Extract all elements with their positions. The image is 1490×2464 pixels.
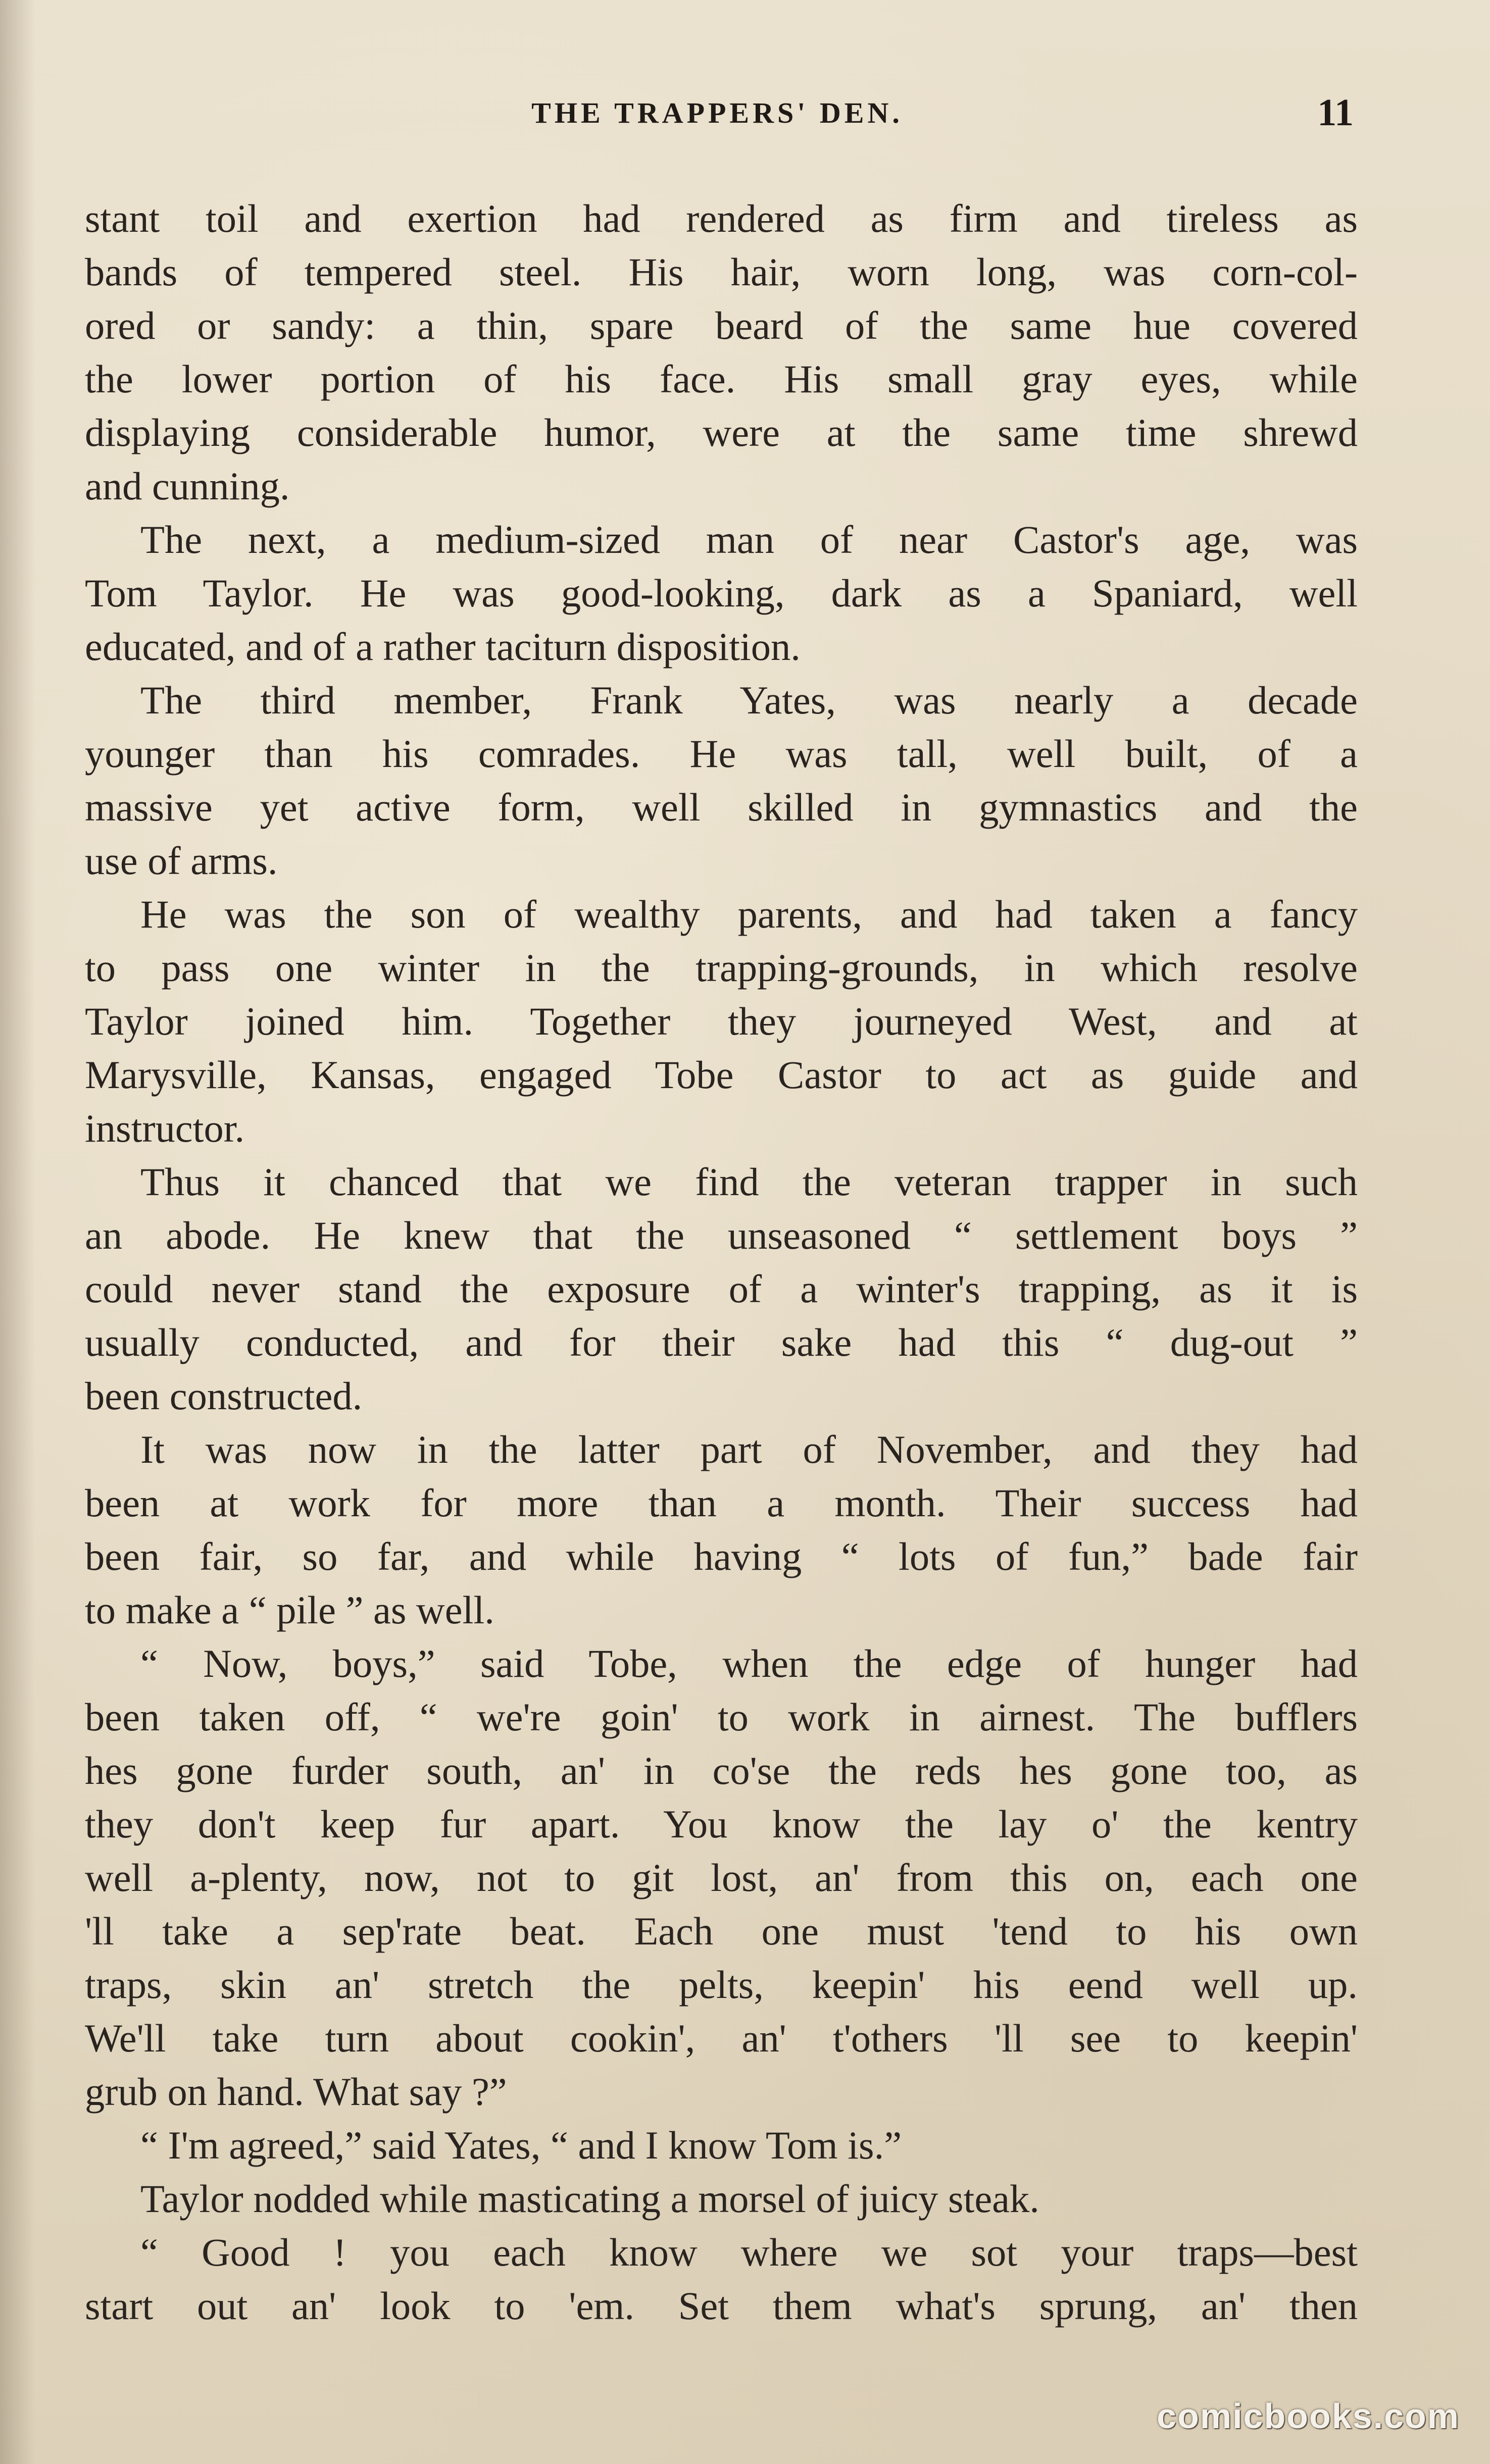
paragraph-start-line: “ I'm agreed,” said Yates, “ and I know Tom is.” — [140, 2123, 902, 2167]
paragraph-start-line: “ Now, boys,” said Tobe, when the edge of hunger had — [140, 1641, 1358, 1685]
text-line: start out an' look to 'em. Set them what's sprung, an' then — [85, 2284, 1358, 2328]
text-line: been fair, so far, and while having “ lots of fun,” bade fair — [85, 1534, 1358, 1578]
text-line: been taken off, “ we're goin' to work in airnest. The bufflers — [85, 1695, 1358, 1739]
text-line: hes gone furder south, an' in co'se the reds hes gone too, as — [85, 1749, 1358, 1792]
paragraph-start-line: The next, a medium-sized man of near Castor's age, was — [140, 518, 1358, 561]
text-line: the lower portion of his face. His small gray eyes, while — [85, 357, 1358, 401]
text-line: stant toil and exertion had rendered as firm and tireless as — [85, 196, 1358, 240]
paragraph-start-line: It was now in the latter part of November, and they had — [140, 1427, 1358, 1471]
text-line: We'll take turn about cookin', an' t'others 'll see to keepin' — [85, 2016, 1358, 2060]
text-line: and cunning. — [85, 464, 290, 508]
text-line: grub on hand. What say ?” — [85, 2070, 507, 2114]
text-line: been at work for more than a month. Their success had — [85, 1481, 1358, 1525]
text-line: Marysville, Kansas, engaged Tobe Castor to act as guide and — [85, 1053, 1358, 1097]
body-text — [85, 192, 1358, 2333]
text-line: usually conducted, and for their sake had this “ dug-out ” — [85, 1320, 1358, 1364]
paragraph-start-line: Thus it chanced that we find the veteran trapper in such — [140, 1160, 1358, 1204]
text-line: an abode. He knew that the unseasoned “ settlement boys ” — [85, 1213, 1358, 1257]
paragraph-start-line: Taylor nodded while masticating a morsel of juicy steak. — [140, 2177, 1039, 2221]
text-line: to pass one winter in the trapping-grounds, in which resolve — [85, 946, 1358, 990]
text-line: traps, skin an' stretch the pelts, keepin' his eend well up. — [85, 1963, 1358, 2007]
watermark: comicbooks.com — [1157, 2396, 1460, 2436]
text-line: bands of tempered steel. His hair, worn long, was corn-col- — [85, 250, 1358, 294]
page-number: 11 — [1317, 91, 1354, 134]
page-edge-shadow — [0, 0, 35, 2464]
text-line: use of arms. — [85, 839, 278, 883]
text-line: well a-plenty, now, not to git lost, an' from this on, each one — [85, 1856, 1358, 1900]
text-line: 'll take a sep'rate beat. Each one must 'tend to his own — [85, 1909, 1358, 1953]
paragraph-start-line: The third member, Frank Yates, was nearly a decade — [140, 678, 1358, 722]
paragraph-start-line: He was the son of wealthy parents, and had taken a fancy — [140, 892, 1358, 936]
text-line: Taylor joined him. Together they journeyed West, and at — [85, 999, 1358, 1043]
text-line: instructor. — [85, 1106, 245, 1150]
text-line: ored or sandy: a thin, spare beard of the same hue covered — [85, 303, 1358, 347]
text-line: could never stand the exposure of a winter's trapping, as it is — [85, 1267, 1358, 1311]
text-line: been constructed. — [85, 1374, 363, 1418]
page-header — [81, 86, 1354, 146]
text-line: Tom Taylor. He was good-looking, dark as a Spaniard, well — [85, 571, 1358, 615]
paragraph-start-line: “ Good ! you each know where we sot your traps—best — [140, 2230, 1358, 2274]
text-line: massive yet active form, well skilled in gymnastics and the — [85, 785, 1358, 829]
text-line: educated, and of a rather taciturn disposition. — [85, 625, 801, 669]
text-line: younger than his comrades. He was tall, well built, of a — [85, 732, 1358, 776]
text-line: to make a “ pile ” as well. — [85, 1588, 494, 1632]
text-line: they don't keep fur apart. You know the lay o' the kentry — [85, 1802, 1358, 1846]
running-head: THE TRAPPERS' DEN. — [531, 96, 903, 129]
text-line: displaying considerable humor, were at the same time shrewd — [85, 410, 1358, 454]
